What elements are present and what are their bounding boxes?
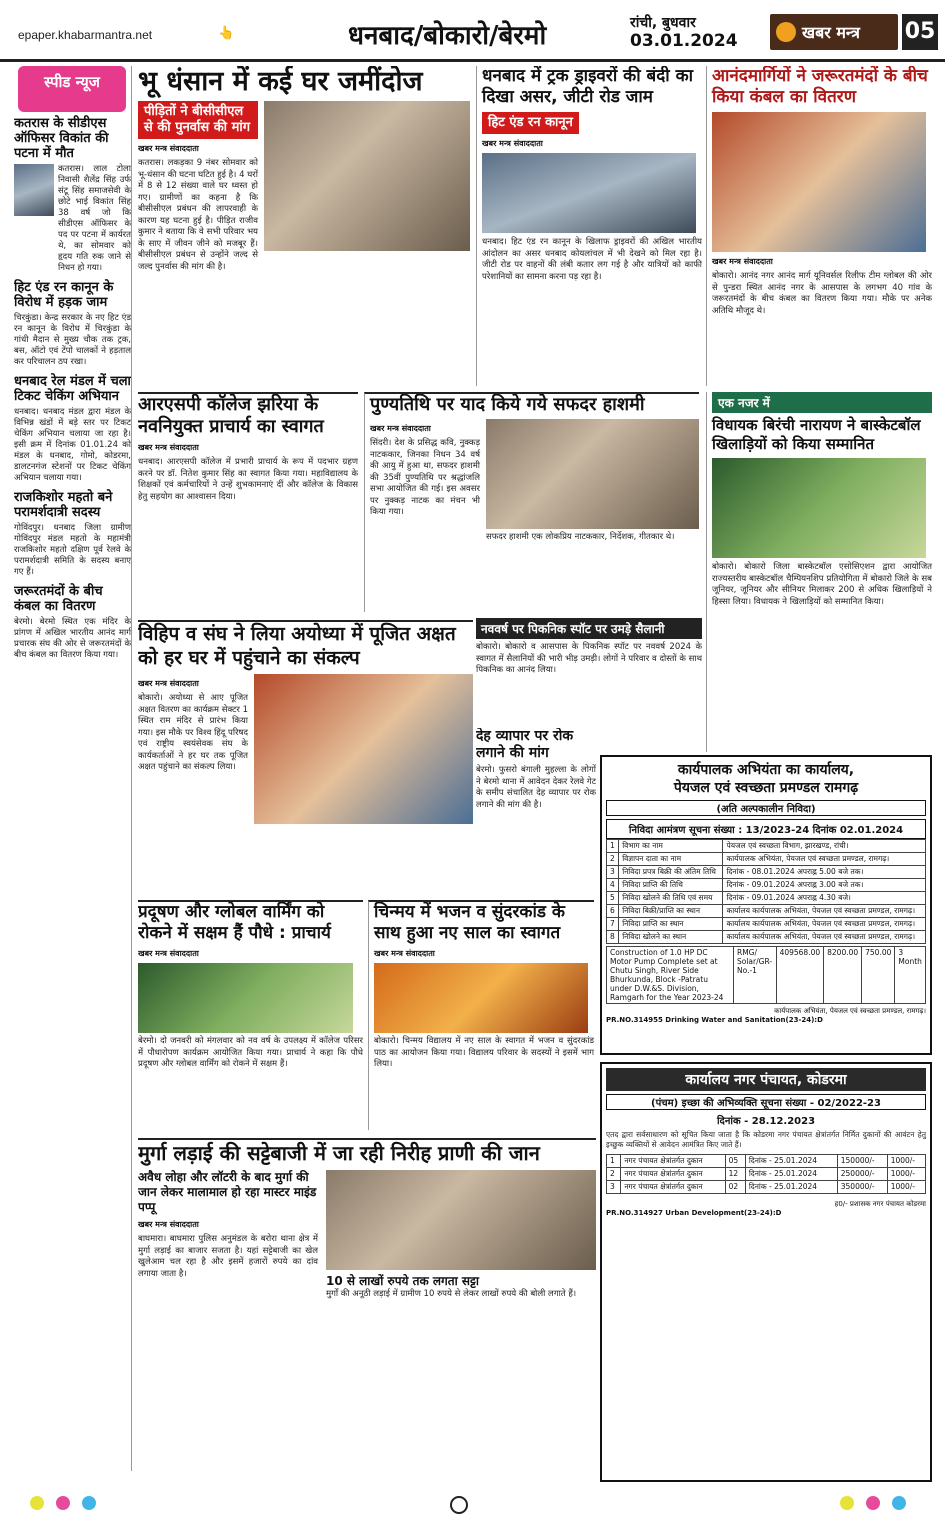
deh-story[interactable] [476,728,596,898]
lead-headline: भू धंसान में कई घर जमींदोज [138,66,423,97]
work-earnest: 8200.00 [824,947,862,1004]
brief-body: धनबाद। धनबाद मंडल द्वारा मंडल के विभिन्न खंडों में बड़े स्तर पर टिकट चेकिंग अभियान चलाया जा रहा है। इसी क्रम में दिनांक 01.01.24 को मंडल के धनबाद, गोमो, कोडरमा, डालटनगंज स्टेशनों पर टिकट चेकिंग अभियान चलाया गया। [14,407,131,483]
city-day: रांची, बुधवार [630,15,696,31]
brief-headline: कतरास के सीडीएस ऑफिसर विकांत की पटना में मौत [14,116,109,161]
brief-5 [14,584,131,661]
table-cell: विज्ञापन दाता का नाम [619,853,723,866]
table-row [607,879,926,892]
registration-mark [840,1496,854,1510]
tender-date: दिनांक - 28.12.2023 [606,1113,926,1127]
byline: खबर मन्त्र संवाददाता [138,679,199,688]
table-cell: 6 [607,905,619,918]
page-number: 05 [902,14,938,50]
table-cell: नगर पंचायत क्षेत्रांतर्गत दुकान [621,1168,725,1181]
table-cell: दिनांक - 09.01.2024 अपराह्न 3.00 बजे तक। [723,879,926,892]
work-period: 3 Month [895,947,926,1004]
blanket-body: बोकारो। आनंद नगर आनंद मार्ग यूनिवर्सल रिलीफ टीम ग्लोबल की ओर से पुन्डरा स्थित आनंद नगर के आसपास के लगभग 40 गांव के जरूरतमंदों के बीच कंबल का वितरण किया गया। मौके पर अनेक अतिथि मौजूद थे। [712,271,932,316]
site-url[interactable]: epaper.khabarmantra.net [18,28,153,42]
speed-news-badge: स्पीड न्यूज [18,66,126,112]
basketball-body: बोकारो। बोकारो जिला बास्केटबॉल एसोसिएशन द्वारा आयोजित राज्यस्तरीय बास्केटबॉल चैम्पियनशिप प्रतियोगिता में बोकारो जिले के सब जूनियर, जूनियर और सीनियर मिलाकर 200 से अधिक खिलाड़ियों ने हिस्सा लिया। विधायक ने खिलाड़ियों को सम्मानित किया। [712,562,932,607]
table-cell: पेयजल एवं स्वच्छता विभाग, झारखण्ड, रांची। [723,840,926,853]
brief-4 [14,490,131,578]
chinmay-story[interactable] [368,900,594,1130]
lead-story[interactable] [138,66,470,386]
lead-body: कतरास। लकड़का 9 नंबर सोमवार को भू-धंसान की घटना घटित हुई है। 4 घरों में 8 से 12 संख्या वाले घर ध्वस्त हो गए। ग्रामीणों का कहना है कि बीसीसीएल प्रबंधन की लापरवाही के कारण यह घटना हुई है। पीड़ित राजीव कुमार ने बताया कि वे सभी परिवार भय के साए में जीवन जीने को मजबूर हैं। बीसीसीएल प्रबंधन से उन्होंने जल्द से जल्द पुनर्वास की मांग की है। [138,158,258,272]
blanket-story[interactable] [706,66,932,386]
byline: खबर मन्त्र संवाददाता [138,144,199,153]
table-cell: दिनांक - 25.01.2024 [745,1181,837,1194]
brand-name: खबर मन्त्र [802,23,860,42]
truck-photo [482,153,696,233]
left-column [14,66,132,1471]
table-cell: विभाग का नाम [619,840,723,853]
byline: खबर मन्त्र संवाददाता [482,139,543,148]
tender-notice-koderma [600,1062,932,1482]
brief-headline: जरूरतमंदों के बीच कंबल का वितरण [14,584,103,614]
blanket-photo [712,112,926,252]
truck-body: धनबाद। हिट एंड रन कानून के खिलाफ ड्राइवरों की अखिल भारतीय आंदोलन का असर धनबाद कोयलांचल में भी देखने को मिल रहा है। जीटी रोड पर वाहनों की लंबी कतार लग गई है और यात्रियों को काफी परेशानियों का सामना करना पड़ रहा है। [482,237,702,282]
cockfight-headline: मुर्गा लड़ाई की सट्टेबाजी में जा रही निरीह प्राणी की जान [138,1141,540,1165]
table-cell: निविदा प्राप्ति की तिथि [619,879,723,892]
table-row [607,918,926,931]
rsp-headline: आरएसपी कॉलेज झरिया के नवनियुक्त प्राचार्य का स्वागत [138,394,324,437]
basketball-story[interactable] [706,392,932,752]
table-cell: निविदा खोलने का स्थान [619,931,723,944]
table-cell: कार्यालय कार्यपालक अभियंता, पेयजल एवं स्वच्छता प्रमण्डल, रामगढ़। [723,931,926,944]
table-cell: दिनांक - 25.01.2024 [745,1168,837,1181]
date-block [630,14,738,50]
work-category: RMG/ Solar/GR-No.-1 [734,947,777,1004]
table-row [607,892,926,905]
table-cell: निविदा प्राप्ति का स्थान [619,918,723,931]
table-cell: निविदा खोलने की तिथि एवं समय [619,892,723,905]
brief-1 [14,116,131,274]
cursor-icon: 👆 [218,26,235,41]
table-cell: 250000/- [837,1168,887,1181]
table-cell: दिनांक - 08.01.2024 अपराह्न 5.00 बजे तक। [723,866,926,879]
cockfight-side-body: मुर्गों की अनूठी लड़ाई में ग्रामीण 10 रुपये से लेकर लाखों रुपये की बोली लगाते हैं। [326,1289,577,1299]
tender-schedule-table [606,839,926,944]
registration-mark [866,1496,880,1510]
table-cell: नगर पंचायत क्षेत्रांतर्गत दुकान [621,1155,725,1168]
table-cell: 3 [607,866,619,879]
hashmi-headline: पुण्यतिथि पर याद किये गये सफदर हाशमी [370,394,645,415]
picnic-headline: नववर्ष पर पिकनिक स्पॉट पर उमड़े सैलानी [476,618,702,639]
brief-headline: हिट एंड रन कानून के विरोध में हड़क जाम [14,280,114,310]
issue-date: 03.01.2024 [630,31,738,51]
table-cell: कार्यालय कार्यपालक अभियंता, पेयजल एवं स्वच्छता प्रमण्डल, रामगढ़। [723,918,926,931]
table-row [607,866,926,879]
cockfight-subhead: अवैध लोहा और लॉटरी के बाद मुर्गा की जान लेकर मालामाल हो रहा मास्टर माइंड पप्पू [138,1170,317,1214]
table-cell: 05 [725,1155,745,1168]
tender-notice-ramgarh [600,755,932,1055]
work-amount: 409568.00 [776,947,824,1004]
cockfight-side-headline: 10 से लाखों रुपये तक लगता सट्टा [326,1274,479,1288]
table-cell: 2 [607,1168,621,1181]
table-cell: नगर पंचायत क्षेत्रांतर्गत दुकान [621,1181,725,1194]
brief-body: बेरमो। बेरमो स्थित एक मंदिर के प्रांगण में अखिल भारतीय आनंद मार्ग प्रचारक संघ की ओर से जरूरतमंदों के बीच कंबल का वितरण किया गया। [14,617,131,660]
print-registration-marks [0,1490,945,1517]
chinmay-headline: चिन्मय में भजन व सुंदरकांड के साथ हुआ नए साल का स्वागत [374,902,565,943]
hashmi-story[interactable] [364,392,699,612]
deh-headline: देह व्यापार पर रोक लगाने की मांग [476,728,574,761]
table-cell: निविदा बिक्री/प्राप्ति का स्थान [619,905,723,918]
table-cell: दिनांक - 25.01.2024 [745,1155,837,1168]
brief-body: गोविंदपुर। धनबाद जिला ग्रामीण गोविंदपुर मंडल महतो के महामंत्री राजकिशोर महतो दक्षिण पूर्व रेलवे के परामर्शदात्री समिति के सदस्य बनाए गए हैं। [14,523,131,577]
table-cell: 3 [607,1181,621,1194]
table-cell: 2 [607,853,619,866]
tender-intro: एतद द्वारा सर्वसाधारण को सूचित किया जाता है कि कोडरमा नगर पंचायत क्षेत्रांतर्गत निर्मित दुकानों की आवंटन हेतु इच्छुक व्यक्तियों से आवेदन आमंत्रित किए जाते हैं। [606,1130,926,1149]
table-cell: 1000/- [887,1181,925,1194]
registration-mark [892,1496,906,1510]
truck-story[interactable] [476,66,702,386]
brand-logo [770,14,898,50]
byline: खबर मन्त्र संवाददाता [138,1220,199,1229]
table-cell: 7 [607,918,619,931]
hashmi-body: सिंदरी। देश के प्रसिद्ध कवि, नुक्कड़ नाटककार, जिनका निधन 34 वर्ष की आयु में हुआ था, सफदर हाशमी की 35वीं पुण्यतिथि पर श्रद्धांजलि सभा आयोजित की गई। इस अवसर पर नुक्कड़ नाटक का मंचन भी किया गया। [370,438,480,517]
table-cell: कार्यालय कार्यपालक अभियंता, पेयजल एवं स्वच्छता प्रमण्डल, रामगढ़। [723,905,926,918]
brief-2 [14,280,131,368]
table-cell: 1000/- [887,1155,925,1168]
brief-headline: धनबाद रेल मंडल में चला टिकट चेकिंग अभियान [14,374,131,404]
byline: खबर मन्त्र संवाददाता [138,443,199,452]
table-cell: 8 [607,931,619,944]
deh-body: बेरमो। फुसरो बंगाली मुहल्ला के लोगों ने बेरमो थाना में आवेदन देकर रेलवे गेट के समीप संचालित देह व्यापार पर रोक लगाने की मांग की है। [476,765,596,810]
cockfight-story[interactable] [138,1138,596,1483]
tender-subtitle: पेयजल एवं स्वच्छता प्रमण्डल रामगढ़ [673,780,859,796]
table-cell: निविदा प्रपत्र बिक्री की अंतिम तिथि [619,866,723,879]
table-cell: 1 [607,840,619,853]
truck-kicker: हिट एंड रन कानून [482,112,579,134]
shop-allotment-table [606,1154,926,1194]
tender-notice-number: निविदा आमंत्रण सूचना संख्या : 13/2023-24 दिनांक 02.01.2024 [606,819,926,839]
table-cell: 4 [607,879,619,892]
tender-title: कार्यालय नगर पंचायत, कोडरमा [606,1068,926,1091]
plantation-photo [138,963,353,1033]
hashmi-caption: सफदर हाशमी एक लोकप्रिय नाटककार, निर्देशक, गीतकार थे। [486,532,675,542]
rsp-body: धनबाद। आरएसपी कॉलेज में प्रभारी प्राचार्य के रूप में पदभार ग्रहण करने पर डॉ. नितेश कुमार सिंह का स्वागत किया गया। महाविद्यालय के शिक्षकों एवं कर्मचारियों ने उन्हें शुभकामनाएं दीं और कॉलेज के विकास हेतु सहयोग का आश्वासन दिया। [138,457,358,502]
masthead [0,0,945,62]
plantation-story[interactable] [138,900,363,1130]
table-row [607,905,926,918]
table-cell: 02 [725,1181,745,1194]
vhp-photo [254,674,473,824]
tender-work-table [606,946,926,1004]
portrait-photo [14,164,54,216]
byline: खबर मन्त्र संवाददाता [370,424,431,433]
tender-title: कार्यपालक अभियंता का कार्यालय, [677,762,855,778]
registration-mark [56,1496,70,1510]
vhp-story[interactable] [138,620,473,882]
table-cell: 1000/- [887,1168,925,1181]
table-row [607,1155,926,1168]
picnic-body: बोकारो। बोकारो व आसपास के पिकनिक स्पॉट पर नववर्ष 2024 के स्वागत में सैलानियों की भारी भीड़ उमड़ी। लोगों ने परिवार व दोस्तों के साथ पिकनिक का आनंद लिया। [476,642,702,675]
table-cell: दिनांक - 09.01.2024 अपराह्न 4.30 बजे। [723,892,926,905]
byline: खबर मन्त्र संवाददाता [374,949,435,958]
logo-icon [776,22,796,42]
registration-mark [82,1496,96,1510]
work-fee: 750.00 [862,947,895,1004]
tender-notice-number: (पंचम) इच्छा की अभिव्यक्ति सूचना संख्या - 02/2022-23 [606,1094,926,1110]
basketball-headline: विधायक बिरंची नारायण ने बास्केटबॉल खिलाड़ियों को किया सम्मानित [712,416,921,453]
blanket-headline: आनंदमार्गियों ने जरूरतमंदों के बीच किया कंबल का वितरण [712,66,928,107]
table-row [607,853,926,866]
basketball-photo [712,458,926,558]
brief-body: चिरकुंडा। केन्द्र सरकार के नए हिट एंड रन कानून के विरोध में चिरकुंडा के गांधी मैदान से मुख्य चौक तक ट्रक, बस, ऑटो एवं टेंपो चालकों ने हड़ताल कर परिचालन ठप रखा। [14,313,131,367]
table-cell: 5 [607,892,619,905]
table-cell: 350000/- [837,1181,887,1194]
byline: खबर मन्त्र संवाददाता [138,949,199,958]
table-row [607,840,926,853]
tender-signoff: कार्यपालक अभियंता, पेयजल एवं स्वच्छता प्रमण्डल, रामगढ़। [774,1007,926,1015]
byline: खबर मन्त्र संवाददाता [712,257,773,266]
chinmay-photo [374,963,588,1033]
brief-headline: राजकिशोर महतो बने परामर्शदात्री सदस्य [14,490,113,520]
vhp-headline: विहिप व संघ ने लिया अयोध्या में पूजित अक्षत को हर घर में पहुंचाने का संकल्प [138,623,456,669]
table-row [607,1168,926,1181]
table-cell: कार्यपालक अभियंता, पेयजल एवं स्वच्छता प्रमण्डल, रामगढ़। [723,853,926,866]
pr-number: PR.NO.314955 Drinking Water and Sanitation(23-24):D [606,1016,823,1024]
table-row [607,1181,926,1194]
hashmi-photo [486,419,699,529]
table-row [607,931,926,944]
registration-mark [30,1496,44,1510]
pr-number: PR.NO.314927 Urban Development(23-24):D [606,1209,782,1217]
work-description: Construction of 1.0 HP DC Motor Pump Complete set at Chutu Singh, River Side Bhurkunda, Block -Patratu under D.W.&S. Division, Ramgarh for the Year 2023-24 [607,947,734,1004]
table-row [607,947,926,1004]
tender-type: (अति अल्पकालीन निविदा) [606,800,926,816]
brief-3 [14,374,131,484]
brief-body: कतरास। लाल टोला निवासी शैलेंद्र सिंह उर्फ संटू सिंह समाजसेवी के छोटे भाई विकांत सिंह 38 वर्ष जो कि सीडीएस ऑफिसर के पद पर पटना में कार्यरत थे, का सोमवार को हृदय गति रुक जाने से निधन हो गया। [58,164,131,273]
section-tag: एक नजर में [712,392,932,413]
rsp-college-story[interactable] [138,392,358,612]
table-cell: 12 [725,1168,745,1181]
cockfight-body: बाघमारा। बाघमारा पुलिस अनुमंडल के बरोरा थाना क्षेत्र में मुर्गा लड़ाई का बाजार सजता है। यहां सट्टेबाजी का खेल खुलेआम चल रहा है और इसमें हजारों रुपये का दांव लगाया जाता है। [138,1234,318,1279]
chinmay-body: बोकारो। चिन्मय विद्यालय में नए साल के स्वागत में भजन व सुंदरकांड पाठ का आयोजन किया गया। विद्यालय परिवार के सदस्यों ने इसमें भाग लिया। [374,1036,594,1069]
vhp-body: बोकारो। अयोध्या से आए पूजित अक्षत वितरण का कार्यक्रम सेक्टर 1 स्थित राम मंदिर से प्रारंभ किया गया। इस मौके पर विश्व हिंदू परिषद एवं राष्ट्रीय स्वयंसेवक संघ के कार्यकर्ताओं ने हर घर तक पूजित अक्षत पहुंचाने का संकल्प लिया। [138,693,248,772]
plantation-headline: प्रदूषण और ग्लोबल वार्मिंग को रोकने में सक्षम हैं पौधे : प्राचार्य [138,902,331,943]
lead-photo [264,101,470,251]
lead-kicker: पीड़ितों ने बीसीसीएल से की पुनर्वास की मांग [138,101,258,139]
table-cell: 1 [607,1155,621,1168]
plantation-body: बेरमो। दो जनवरी को मंगलवार को नव वर्ष के उपलक्ष्य में कॉलेज परिसर में पौधारोपण कार्यक्रम आयोजित किया गया। प्राचार्य ने कहा कि पौधे प्रदूषण और ग्लोबल वार्मिंग को रोकने में सक्षम हैं। [138,1036,363,1069]
picnic-story[interactable] [476,618,702,718]
cockfight-photo [326,1170,596,1270]
region-title: धनबाद/बोकारो/बेरमो [348,21,547,51]
table-cell: 150000/- [837,1155,887,1168]
tender-signoff: ह0/- प्रशासक नगर पंचायत कोडरमा [834,1200,926,1208]
truck-headline: धनबाद में ट्रक ड्राइवरों की बंदी का दिखा असर, जीटी रोड जाम [482,66,694,107]
crosshair-icon [450,1496,468,1514]
